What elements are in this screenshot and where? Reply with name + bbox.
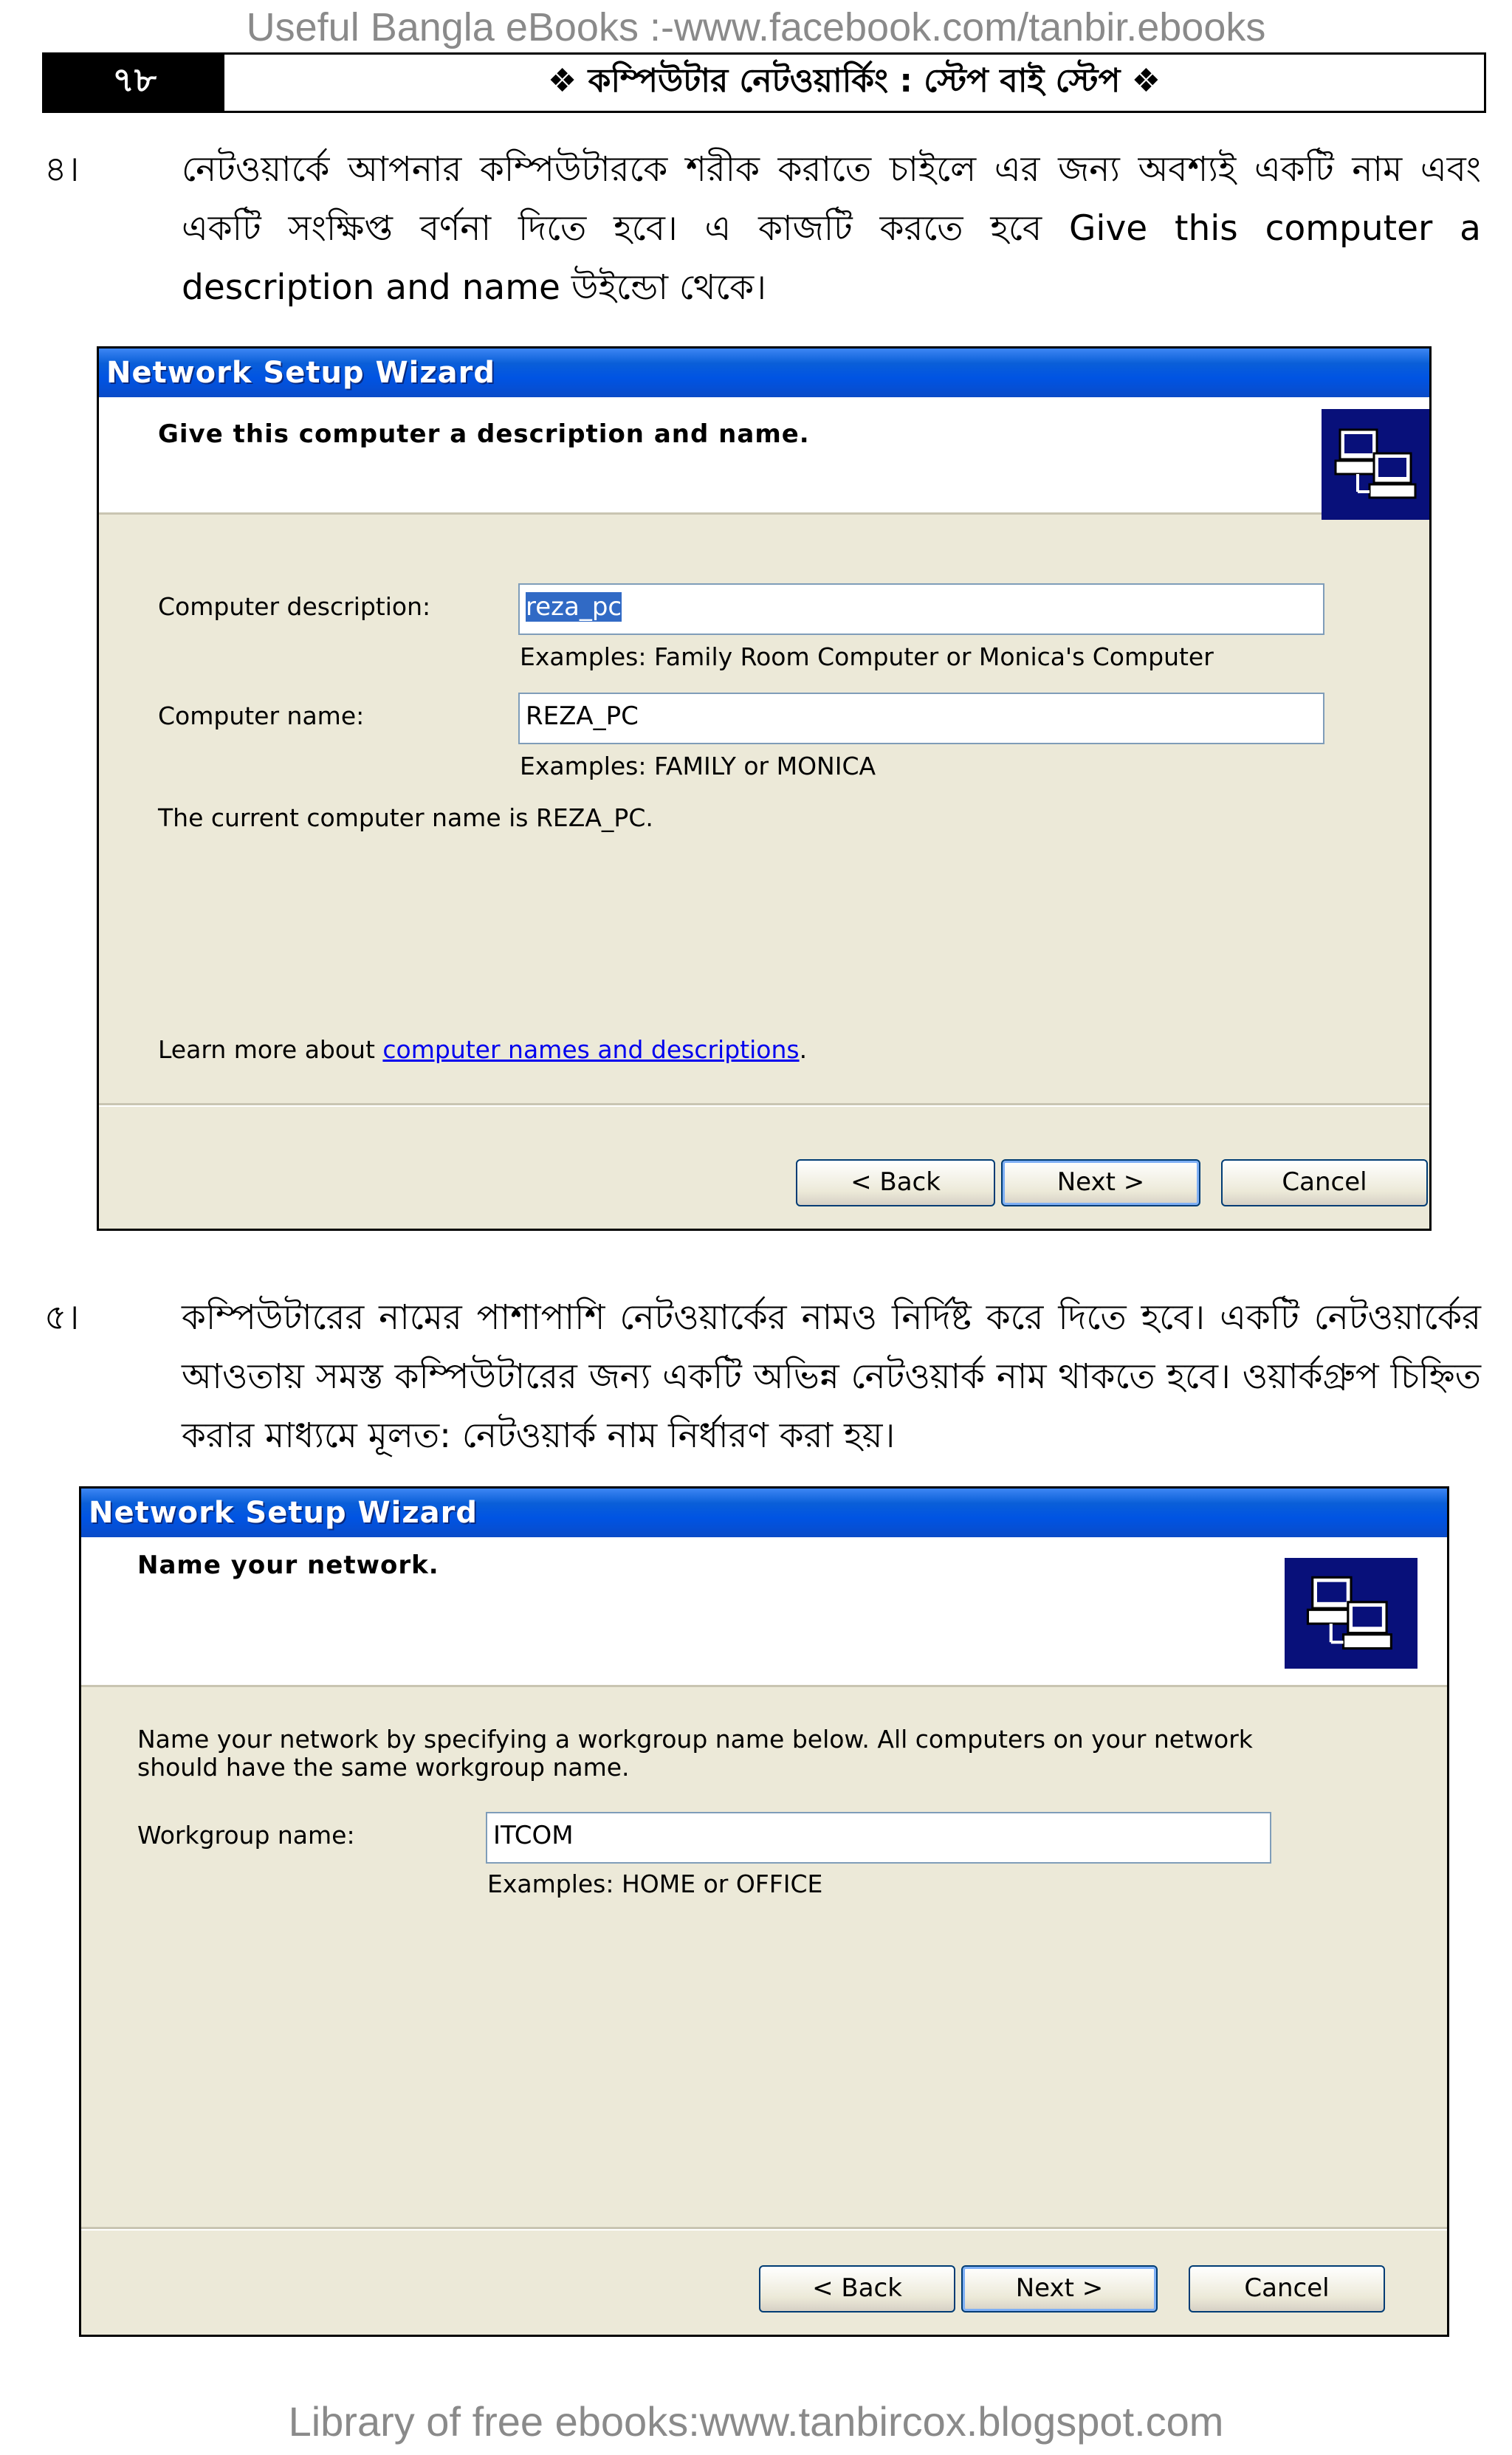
step-5-number: ৫। (44, 1297, 80, 1338)
back-button[interactable]: < Back (759, 2265, 955, 2312)
description-label: Computer description: (158, 592, 431, 621)
back-button[interactable]: < Back (796, 1159, 995, 1206)
wizard-heading: Name your network. (137, 1551, 439, 1580)
wizard-name-network (79, 1486, 1449, 2337)
description-value: reza_pc (526, 592, 622, 622)
watermark-bottom: Library of free ebooks:www.tanbircox.blogspot.com (288, 2398, 1224, 2445)
workgroup-example: Examples: HOME or OFFICE (487, 1869, 823, 1898)
footer-divider (99, 1103, 1429, 1107)
name-example: Examples: FAMILY or MONICA (520, 752, 876, 780)
page-number: ৭৮ (44, 55, 224, 111)
computer-name-input[interactable]: REZA_PC (518, 693, 1324, 744)
running-title: ❖ কম্পিউটার নেটওয়ার্কিং : স্টেপ বাই স্টেপ ❖ (547, 61, 1161, 100)
window-titlebar: Network Setup Wizard (99, 348, 1429, 397)
step-5-text: কম্পিউটারের নামের পাশাপাশি নেটওয়ার্কের নামও নির্দিষ্ট করে দিতে হবে। একটি নেটওয়ার্কের আওতায় সমস্ত কম্পিউটারের জন্য একটি অভিন্ন নেটওয়ার্ক নাম থাকতে হবে। ওয়ার্কগ্রুপ চিহ্নিত করার মাধ্যমে মূলত: নেটওয়ার্ক নাম নির্ধারণ করা হয়। (182, 1297, 1481, 1456)
wizard-heading: Give this computer a description and name. (158, 419, 810, 449)
next-button[interactable]: Next > (961, 2265, 1158, 2312)
wizard-header (99, 397, 1429, 515)
step-4-text: নেটওয়ার্কে আপনার কম্পিউটারকে শরীক করাতে চাইলে এর জন্য অবশ্যই একটি নাম এবং একটি সংক্ষিপ্ত বর্ণনা দিতে হবে। এ কাজটি করতে হবে Give this computer a description and name উইন্ডো থেকে। (182, 149, 1481, 308)
wizard-header (81, 1537, 1447, 1687)
cancel-button[interactable]: Cancel (1189, 2265, 1385, 2312)
step-5-paragraph (44, 1288, 1481, 1466)
window-titlebar: Network Setup Wizard (81, 1489, 1447, 1537)
description-example: Examples: Family Room Computer or Monica's Computer (520, 642, 1214, 671)
learn-more-prefix: Learn more about (158, 1035, 383, 1064)
learn-more-suffix: . (799, 1035, 808, 1064)
intro-line-2: should have the same workgroup name. (137, 1753, 630, 1782)
page-header (42, 52, 1486, 113)
watermark-top: Useful Bangla eBooks :-www.facebook.com/tanbir.ebooks (246, 5, 1266, 49)
footer-divider (81, 2227, 1447, 2231)
cancel-button[interactable]: Cancel (1221, 1159, 1428, 1206)
network-computers-icon (1322, 409, 1432, 520)
workgroup-name-input[interactable]: ITCOM (486, 1812, 1271, 1864)
step-4-paragraph (44, 140, 1481, 317)
current-name-text: The current computer name is REZA_PC. (158, 803, 653, 832)
learn-more-link[interactable]: computer names and descriptions (382, 1035, 800, 1064)
network-computers-icon (1285, 1558, 1418, 1669)
learn-more-text (158, 1035, 807, 1064)
computer-description-input[interactable] (518, 583, 1324, 635)
computer-name-label: Computer name: (158, 701, 365, 730)
step-4-number: ৪। (44, 149, 80, 190)
workgroup-label: Workgroup name: (137, 1821, 355, 1850)
intro-line-1: Name your network by specifying a workgroup name below. All computers on your network (137, 1725, 1253, 1754)
next-button[interactable]: Next > (1001, 1159, 1200, 1206)
wizard-description-name (97, 346, 1432, 1231)
